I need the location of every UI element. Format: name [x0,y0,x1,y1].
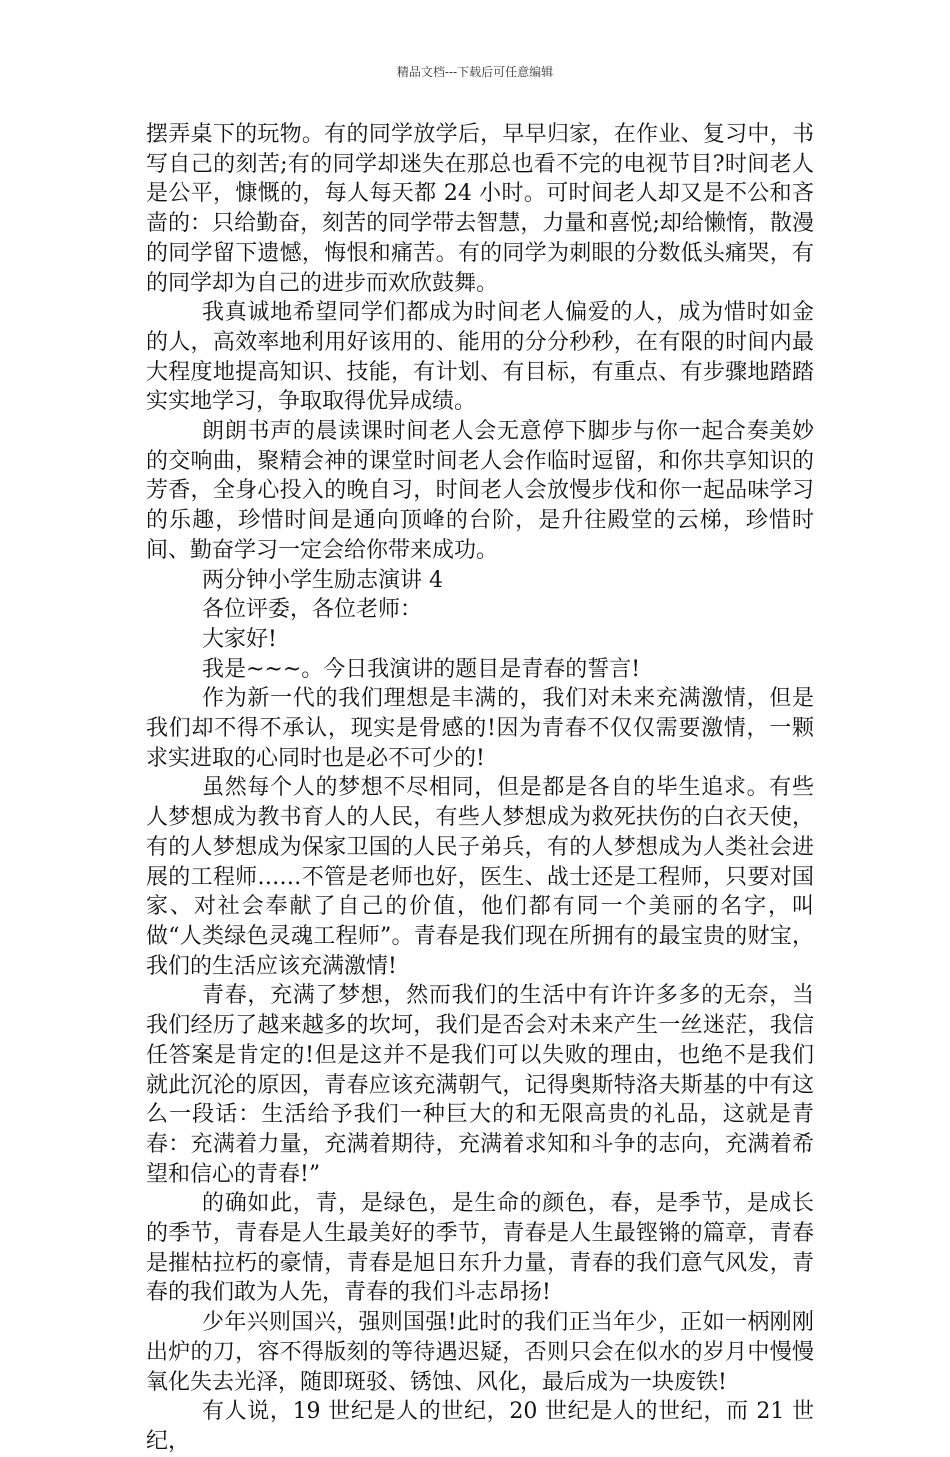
greeting: 大家好! [202,626,277,652]
paragraph: 作为新一代的我们理想是丰满的，我们对未来充满激情，但是我们却不得不承认，现实是骨感的!因为青春不仅仅需要激情，一颗求实进取的心同时也是必不可少的! [146,686,814,771]
paragraph: 有人说，19 世纪是人的世纪，20 世纪是人的世纪，而 21 世纪， [146,1399,814,1454]
paragraph: 朗朗书声的晨读课时间老人会无意停下脚步与你一起合奏美妙的交响曲，聚精会神的课堂时间老人会作临时逗留，和你共享知识的芳香，全身心投入的晚自习，时间老人会放慢步伐和你一起品味学习的乐趣，珍惜时间是通向顶峰的台阶，是升往殿堂的云梯，珍惜时间、勤奋学习一定会给你带来成功。 [146,419,814,563]
page-header: 精品文档---下载后可任意编辑 [396,65,554,79]
paragraph: 的确如此，青，是绿色，是生命的颜色，春，是季节，是成长的季节，青春是人生最美好的季节，青春是人生最铿锵的篇章，青春是摧枯拉朽的豪情，青春是旭日东升力量，青春的我们意气风发，青春的我们敢为人先，青春的我们斗志昂扬! [146,1191,814,1306]
paragraph: 我真诚地希望同学们都成为时间老人偏爱的人，成为惜时如金的人，高效率地利用好该用的、能用的分分秒秒，在有限的时间内最大程度地提高知识、技能，有计划、有目标，有重点、有步骤地踏踏实实地学习，争取取得优异成绩。 [146,300,814,415]
paragraph: 青春，充满了梦想，然而我们的生活中有许许多多的无奈，当我们经历了越来越多的坎坷，我们是否会对未来产生一丝迷茫，我信任答案是肯定的!但是这并不是我们可以失败的理由，也绝不是我们就此沉沦的原因，青春应该充满朝气，记得奥斯特洛夫斯基的中有这么一段话：生活给予我们一种巨大的和无限高贵的礼品，这就是青春：充满着力量，充满着期待，充满着求知和斗争的志向，充满着希望和信心的青春!” [146,983,814,1187]
paragraph: 虽然每个人的梦想不尽相同，但是都是各自的毕生追求。有些人梦想成为教书育人的人民，有些人梦想成为救死扶伤的白衣天使，有的人梦想成为保家卫国的人民子弟兵，有的人梦想成为人类社会进展的工程师……不管是老师也好，医生、战士还是工程师，只要对国家、对社会奉献了自己的价值，他们都有同一个美丽的名字，叫做“人类绿色灵魂工程师”。青春是我们现在所拥有的最宝贵的财宝，我们的生活应该充满激情! [146,775,814,979]
salutation: 各位评委，各位老师： [202,597,423,623]
paragraph: 少年兴则国兴，强则国强!此时的我们正当年少，正如一柄刚刚出炉的刀，容不得版刻的等待遇迟疑，否则只会在似水的岁月中慢慢氧化失去光泽，随即斑驳、锈蚀、风化，最后成为一块废铁! [146,1310,814,1395]
paragraph: 摆弄桌下的玩物。有的同学放学后，早早归家，在作业、复习中，书写自己的刻苦;有的同学却迷失在那总也看不完的电视节目?时间老人是公平，慷慨的，每人每天都 24 小时。可时间老人却又是不公和吝啬的：只给勤奋，刻苦的同学带去智慧，力量和喜悦;却给懒惰，散漫的同学留下遗憾，悔恨和痛苦。有的同学为刺眼的分数低头痛哭，有的同学却为自己的进步而欢欣鼓舞。 [146,122,814,296]
speech-title: 两分钟小学生励志演讲 4 [202,567,443,593]
paragraph: 我是~~~。今日我演讲的题目是青春的誓言! [202,656,641,682]
document-body [146,120,814,1457]
